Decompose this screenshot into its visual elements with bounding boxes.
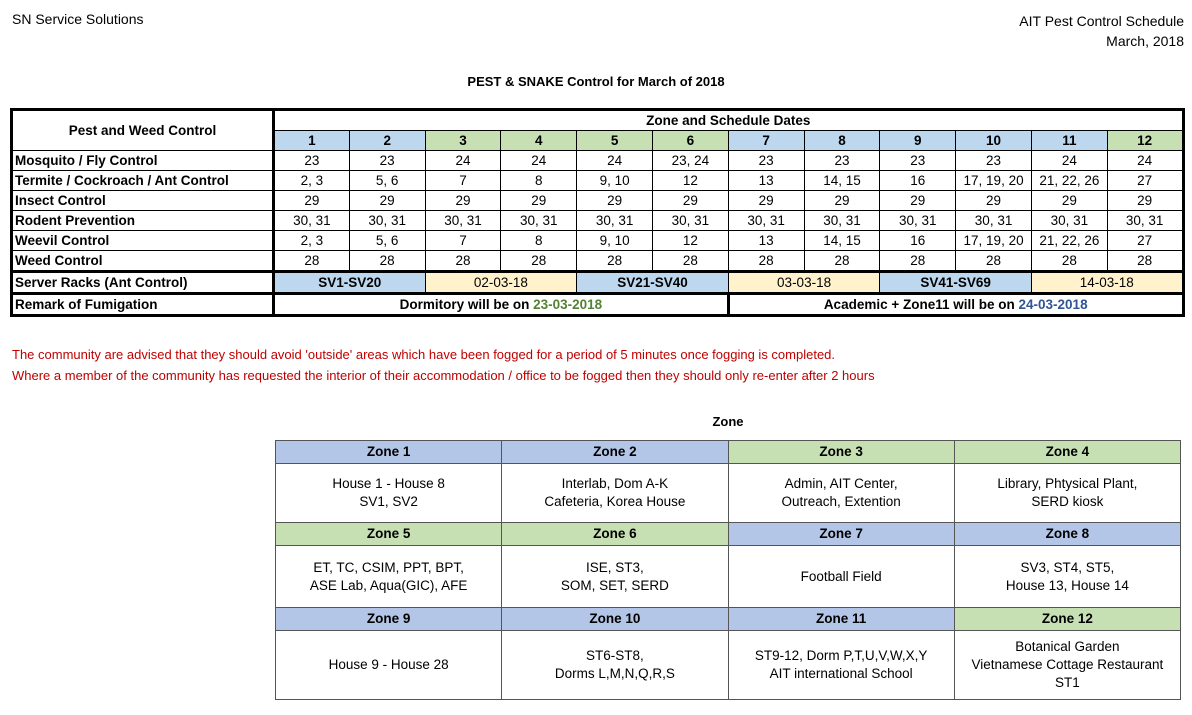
zone-header: Zone 8 xyxy=(954,523,1180,546)
row-label: Termite / Cockroach / Ant Control xyxy=(12,171,274,191)
schedule-cell: 12 xyxy=(652,231,728,251)
schedule-cell: 5, 6 xyxy=(349,231,425,251)
zone-location-line: SV1, SV2 xyxy=(359,494,418,509)
schedule-cell: 13 xyxy=(728,231,804,251)
schedule-cell: 29 xyxy=(956,191,1032,211)
zone-location-line: House 13, House 14 xyxy=(1005,577,1129,593)
schedule-cell: 13 xyxy=(728,171,804,191)
schedule-cell: 23 xyxy=(956,151,1032,171)
group-label: Zone and Schedule Dates xyxy=(274,110,1184,131)
schedule-cell: 12 xyxy=(652,171,728,191)
schedule-cell: 14, 15 xyxy=(804,171,880,191)
schedule-cell: 28 xyxy=(804,251,880,272)
zone-header: Zone 4 xyxy=(954,441,1180,464)
schedule-cell: 30, 31 xyxy=(501,211,577,231)
row-label: Mosquito / Fly Control xyxy=(12,151,274,171)
zone-header: Zone 7 xyxy=(728,523,954,546)
zone-column-header: 2 xyxy=(349,131,425,151)
schedule-cell: 30, 31 xyxy=(652,211,728,231)
zone-locations xyxy=(954,631,1180,700)
zone-column-header: 10 xyxy=(956,131,1032,151)
schedule-cell: 30, 31 xyxy=(577,211,653,231)
schedule-cell: 8 xyxy=(501,171,577,191)
schedule-cell: 16 xyxy=(880,231,956,251)
zone-locations xyxy=(502,631,728,700)
schedule-cell: 30, 31 xyxy=(425,211,501,231)
zone-location-line: ET, TC, CSIM, PPT, BPT, xyxy=(313,559,464,575)
zone-location-line: Outreach, Extention xyxy=(781,494,901,509)
zone-locations xyxy=(276,464,502,523)
schedule-cell: 29 xyxy=(728,191,804,211)
schedule-cell: 29 xyxy=(501,191,577,211)
table-row xyxy=(12,171,1184,191)
schedule-cell: 5, 6 xyxy=(349,171,425,191)
schedule-cell: 29 xyxy=(274,191,350,211)
schedule-cell: 17, 19, 20 xyxy=(956,231,1032,251)
schedule-cell: 9, 10 xyxy=(577,231,653,251)
zone-header: Zone 1 xyxy=(276,441,502,464)
server-rack-cell: 03-03-18 xyxy=(728,272,880,294)
schedule-cell: 29 xyxy=(425,191,501,211)
schedule-cell: 23 xyxy=(349,151,425,171)
schedule-cell: 23 xyxy=(804,151,880,171)
server-rack-cell: 02-03-18 xyxy=(425,272,577,294)
schedule-cell: 30, 31 xyxy=(728,211,804,231)
schedule-cell: 28 xyxy=(956,251,1032,272)
zone-location-line: ST6-ST8, xyxy=(585,648,644,663)
table-row xyxy=(12,211,1184,231)
zone-column-header: 4 xyxy=(501,131,577,151)
zone-location-line: Library, Phtysical Plant, xyxy=(997,476,1138,491)
schedule-cell: 27 xyxy=(1107,231,1183,251)
schedule-cell: 28 xyxy=(349,251,425,272)
schedule-cell: 29 xyxy=(804,191,880,211)
schedule-cell: 7 xyxy=(425,171,501,191)
zone-location-line: SV3, ST4, ST5, xyxy=(1020,559,1115,575)
schedule-cell: 27 xyxy=(1107,171,1183,191)
advisory-note: The community are advised that they should avoid 'outside' areas which have been fogged for a period of 5 minutes once fogging is completed. xyxy=(12,347,836,362)
zone-location-line: ISE, ST3, xyxy=(585,559,644,575)
schedule-cell: 30, 31 xyxy=(349,211,425,231)
zone-location-line: SERD kiosk xyxy=(1031,494,1104,509)
server-rack-cell: 14-03-18 xyxy=(1031,272,1183,294)
remark-dormitory xyxy=(274,294,729,316)
schedule-cell: 30, 31 xyxy=(804,211,880,231)
zone-header: Zone 2 xyxy=(502,441,728,464)
server-rack-cell: SV21-SV40 xyxy=(577,272,729,294)
schedule-cell: 9, 10 xyxy=(577,171,653,191)
schedule-cell: 23 xyxy=(274,151,350,171)
schedule-cell: 28 xyxy=(1031,251,1107,272)
zone-column-header: 6 xyxy=(652,131,728,151)
advisory-notes xyxy=(12,344,875,386)
remark-text: Academic + Zone11 will be on xyxy=(823,297,1019,312)
zone-header: Zone 11 xyxy=(728,608,954,631)
document-date: March, 2018 xyxy=(1106,33,1184,49)
zone-column-header: 11 xyxy=(1031,131,1107,151)
zone-column-header: 5 xyxy=(577,131,653,151)
schedule-cell: 7 xyxy=(425,231,501,251)
row-label: Weevil Control xyxy=(12,231,274,251)
server-racks-row xyxy=(12,272,1184,294)
schedule-cell: 23, 24 xyxy=(652,151,728,171)
server-rack-cell: SV41-SV69 xyxy=(880,272,1032,294)
schedule-cell: 29 xyxy=(577,191,653,211)
zone-column-header: 9 xyxy=(880,131,956,151)
schedule-cell: 21, 22, 26 xyxy=(1031,171,1107,191)
schedule-cell: 24 xyxy=(1107,151,1183,171)
zone-location-line: AIT international School xyxy=(769,666,913,681)
schedule-cell: 14, 15 xyxy=(804,231,880,251)
zone-header: Zone 6 xyxy=(502,523,728,546)
schedule-cell: 17, 19, 20 xyxy=(956,171,1032,191)
corner-label: Pest and Weed Control xyxy=(12,110,274,151)
zone-location-line: Admin, AIT Center, xyxy=(784,476,898,491)
schedule-cell: 23 xyxy=(728,151,804,171)
schedule-cell: 28 xyxy=(1107,251,1183,272)
zone-locations xyxy=(276,631,502,700)
company-name: SN Service Solutions xyxy=(12,11,144,27)
schedule-cell: 2, 3 xyxy=(274,171,350,191)
page-title: PEST & SNAKE Control for March of 2018 xyxy=(467,74,725,89)
zone-location-line: Botanical Garden xyxy=(1015,639,1120,654)
schedule-cell: 28 xyxy=(652,251,728,272)
zone-locations xyxy=(728,631,954,700)
schedule-table xyxy=(10,108,1185,317)
schedule-cell: 30, 31 xyxy=(956,211,1032,231)
zone-locations xyxy=(728,546,954,608)
zone-locations xyxy=(502,464,728,523)
document-title: AIT Pest Control Schedule xyxy=(1019,13,1184,29)
schedule-cell: 28 xyxy=(728,251,804,272)
zone-locations xyxy=(954,464,1180,523)
schedule-cell: 30, 31 xyxy=(880,211,956,231)
zone-location-line: Cafeteria, Korea House xyxy=(544,494,686,509)
zone-header: Zone 5 xyxy=(276,523,502,546)
zone-table xyxy=(275,440,1181,700)
advisory-note: Where a member of the community has requested the interior of their accommodation / office to be fogged then they should only re-enter after 2 hours xyxy=(12,368,875,383)
zone-column-header: 1 xyxy=(274,131,350,151)
row-label: Server Racks (Ant Control) xyxy=(12,272,274,294)
zone-column-header: 7 xyxy=(728,131,804,151)
schedule-cell: 24 xyxy=(425,151,501,171)
schedule-cell: 30, 31 xyxy=(1107,211,1183,231)
schedule-cell: 28 xyxy=(880,251,956,272)
remark-date: 24-03-2018 xyxy=(1018,297,1088,312)
table-row xyxy=(12,191,1184,211)
schedule-cell: 28 xyxy=(501,251,577,272)
zone-location-line: ST1 xyxy=(1054,675,1080,690)
zone-location-line: Dorms L,M,N,Q,R,S xyxy=(554,666,675,681)
schedule-cell: 24 xyxy=(501,151,577,171)
document-header xyxy=(1019,11,1184,51)
row-label: Insect Control xyxy=(12,191,274,211)
schedule-cell: 21, 22, 26 xyxy=(1031,231,1107,251)
schedule-cell: 28 xyxy=(577,251,653,272)
schedule-cell: 24 xyxy=(1031,151,1107,171)
row-label: Weed Control xyxy=(12,251,274,272)
zone-header: Zone 3 xyxy=(728,441,954,464)
remark-date: 23-03-2018 xyxy=(533,297,603,312)
server-rack-cell: SV1-SV20 xyxy=(274,272,426,294)
schedule-cell: 8 xyxy=(501,231,577,251)
zone-location-line: House 9 - House 28 xyxy=(328,657,449,672)
table-row xyxy=(12,251,1184,272)
zone-header: Zone 12 xyxy=(954,608,1180,631)
zone-location-line: SOM, SET, SERD xyxy=(560,577,669,593)
row-label: Remark of Fumigation xyxy=(12,294,274,316)
zone-location-line: Football Field xyxy=(800,568,882,584)
schedule-cell: 24 xyxy=(577,151,653,171)
zone-table-title: Zone xyxy=(712,414,744,429)
schedule-cell: 29 xyxy=(1107,191,1183,211)
zone-header: Zone 9 xyxy=(276,608,502,631)
schedule-cell: 28 xyxy=(425,251,501,272)
remark-text: Dormitory will be on xyxy=(399,297,534,312)
zone-location-line: Vietnamese Cottage Restaurant xyxy=(971,657,1164,672)
schedule-cell: 29 xyxy=(880,191,956,211)
schedule-cell: 16 xyxy=(880,171,956,191)
remark-academic xyxy=(728,294,1183,316)
zone-locations xyxy=(728,464,954,523)
schedule-cell: 29 xyxy=(349,191,425,211)
zone-column-header: 8 xyxy=(804,131,880,151)
zone-column-header: 12 xyxy=(1107,131,1183,151)
zone-column-header: 3 xyxy=(425,131,501,151)
zone-locations xyxy=(954,546,1180,608)
row-label: Rodent Prevention xyxy=(12,211,274,231)
zone-header: Zone 10 xyxy=(502,608,728,631)
zone-location-line: ASE Lab, Aqua(GIC), AFE xyxy=(309,577,468,593)
schedule-cell: 29 xyxy=(652,191,728,211)
table-row xyxy=(12,231,1184,251)
zone-locations xyxy=(276,546,502,608)
schedule-cell: 2, 3 xyxy=(274,231,350,251)
zone-locations xyxy=(502,546,728,608)
zone-location-line: ST9-12, Dorm P,T,U,V,W,X,Y xyxy=(754,648,928,663)
schedule-cell: 29 xyxy=(1031,191,1107,211)
schedule-cell: 28 xyxy=(274,251,350,272)
zone-location-line: House 1 - House 8 xyxy=(332,476,445,491)
remark-row xyxy=(12,294,1184,316)
schedule-cell: 23 xyxy=(880,151,956,171)
table-row xyxy=(12,151,1184,171)
schedule-cell: 30, 31 xyxy=(1031,211,1107,231)
zone-location-line: Interlab, Dom A-K xyxy=(561,476,669,491)
schedule-cell: 30, 31 xyxy=(274,211,350,231)
